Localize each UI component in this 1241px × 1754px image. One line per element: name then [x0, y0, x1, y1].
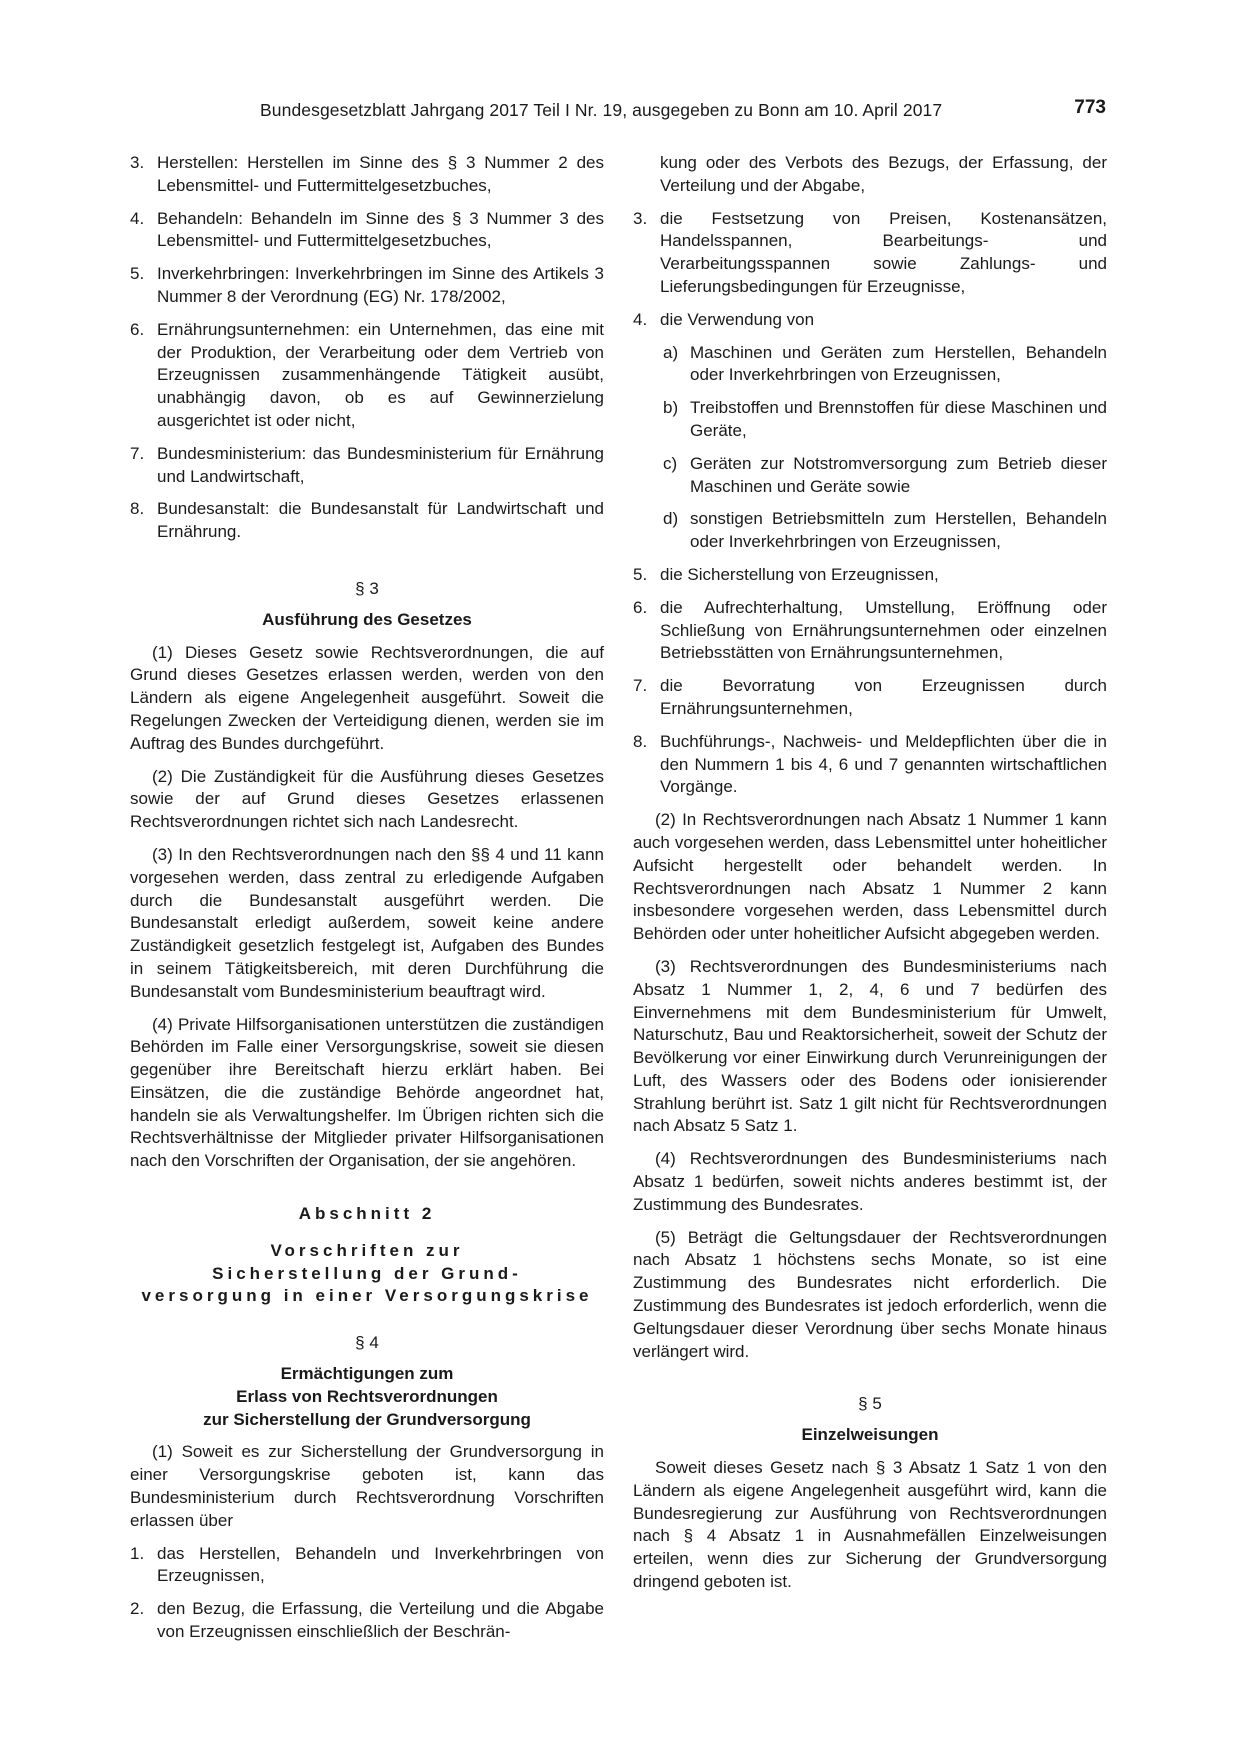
item-text: die Bevorratung von Erzeugnissen durch Ernährungsunternehmen, — [660, 676, 1107, 718]
page-header — [130, 97, 1110, 128]
continued-item-text: kung oder des Verbots des Bezugs, der Erfassung, der Verteilung und der Abgabe, — [660, 153, 1107, 195]
list-item — [130, 498, 604, 544]
item-text: Buchführungs-, Nachweis- und Meldepflichten über die in den Nummern 1 bis 4, 6 und 7 genannten wirtschaftlichen Vorgänge. — [660, 731, 1107, 797]
right-column — [633, 152, 1107, 1604]
paragraph: (3) Rechtsverordnungen des Bundesministeriums nach Absatz 1 Nummer 1, 2, 4, 6 und 7 bedürfen des Einvernehmens mit dem Bundesministerium für Umwelt, Naturschutz, Bau und Reaktorsicherheit, soweit der Schutz der Bevölkerung vor einer Einwirkung durch Verunreinigungen der Luft, des Wassers oder des Bodens oder ionisierender Strahlung berührt ist. Satz 1 gilt nicht für Rechtsverordnungen nach Absatz 5 Satz 1. — [633, 956, 1107, 1136]
item-text: Bundesministerium: das Bundesministerium für Ernährung und Landwirtschaft, — [157, 443, 604, 486]
section-heading-3: Ausführung des Gesetzes — [262, 609, 472, 629]
list-item — [633, 675, 1107, 721]
item-text: Inverkehrbringen: Inverkehrbringen im Sinne des Artikels 3 Nummer 8 der Verordnung (EG) Nr. 178/2002, — [157, 264, 604, 306]
item-text: Bundesanstalt: die Bundesanstalt für Landwirtschaft und Ernährung. — [157, 499, 604, 542]
paragraph: (4) Private Hilfsorganisationen unterstützen die zuständigen Behörden im Falle einer Versorgungskrise, soweit sie diesen gegenüber ihre Bereitschaft hierzu erklärt haben. Bei Einsätzen, die die zuständige Behörde angeordnet hat, handeln sie als Verwaltungshelfer. Im Übrigen richten sich die Rechtsverhältnisse der Mitglieder privater Hilfsorganisationen nach den Vorschriften der Organisation, der sie angehören. — [130, 1014, 604, 1171]
subitem-text: sonstigen Betriebsmitteln zum Herstellen, Behandeln oder Inverkehrbringen von Erzeugnissen, — [690, 509, 1107, 552]
item-number: 7. — [633, 676, 648, 696]
item-text: Herstellen: Herstellen im Sinne des § 3 Nummer 2 des Lebensmittel- und Futtermittelgesetzbuches, — [157, 153, 604, 195]
item-text: die Aufrechterhaltung, Umstellung, Eröffnung oder Schließung von Ernährungsunternehmen oder einzelnen Betriebsstätten von Ernährungsunternehmen, — [660, 597, 1107, 663]
item-number: 8. — [633, 731, 648, 751]
item-number: 1. — [130, 1543, 145, 1563]
list-item — [633, 309, 1107, 332]
list-item — [130, 319, 604, 433]
item-text: die Sicherstellung von Erzeugnissen, — [660, 564, 939, 584]
item-text: die Verwendung von — [660, 309, 815, 329]
heading-line: Erlass von Rechtsverordnungen — [236, 1386, 498, 1406]
item-text: Behandeln: Behandeln im Sinne des § 3 Nummer 3 des Lebensmittel- und Futtermittelgesetzbuches, — [157, 208, 604, 251]
chapter-title-line: Vorschriften zur — [270, 1240, 464, 1260]
chapter-label: Abschnitt 2 — [298, 1204, 436, 1224]
chapter-title — [130, 1240, 604, 1308]
chapter-title-line: Sicherstellung der Grund- — [212, 1263, 522, 1283]
item-text: die Festsetzung von Preisen, Kostenansätzen, Handelsspannen, Bearbeitungs- und Verarbeitungsspannen sowie Zahlungs- und Lieferungsbedingungen für Erzeugnisse, — [660, 208, 1107, 296]
section-number-4: § 4 — [355, 1333, 379, 1353]
section-heading-5: Einzelweisungen — [801, 1425, 939, 1445]
item-number: 4. — [130, 208, 145, 228]
item-number: 5. — [633, 564, 648, 584]
paragraph: (5) Beträgt die Geltungsdauer der Rechtsverordnungen nach Absatz 1 höchstens sechs Monate, so ist eine Zustimmung des Bundesrates nicht erforderlich. Die Zustimmung des Bundesrates ist jedoch erforderlich, wenn die Geltungsdauer dieser Verordnung über sechs Monate hinaus verlängert wird. — [633, 1227, 1107, 1361]
list-item — [130, 1543, 604, 1589]
header-text: Bundesgesetzblatt Jahrgang 2017 Teil I Nr. 19, ausgegeben zu Bonn am 10. April 2017 — [260, 100, 943, 120]
paragraph: (1) Dieses Gesetz sowie Rechtsverordnungen, die auf Grund dieses Gesetzes erlassen werden, werden von den Ländern als eigene Angelegenheit ausgeführt. Soweit die Regelungen Zwecken der Verteidigung dienen, werden sie im Auftrag des Bundes durchgeführt. — [130, 642, 604, 753]
subitem-letter: d) — [663, 509, 679, 529]
item-text: den Bezug, die Erfassung, die Verteilung und die Abgabe von Erzeugnissen einschließlich der Beschrän- — [157, 1599, 604, 1642]
subitem-letter: c) — [663, 453, 678, 473]
paragraph: (3) In den Rechtsverordnungen nach den §§ 4 und 11 kann vorgesehen werden, dass zentral zu erledigende Aufgaben durch die Bundesanstalt ausgeführt werden. Die Bundesanstalt erledigt außerdem, soweit keine andere Zuständigkeit gesetzlich festgelegt ist, Aufgaben des Bundes in seinem Tätigkeitsbereich, mit deren Durchführung die Bundesanstalt vom Bundesministerium beauftragt wird. — [130, 844, 604, 1001]
paragraph: (4) Rechtsverordnungen des Bundesministeriums nach Absatz 1 bedürfen, soweit nichts anderes bestimmt ist, der Zustimmung des Bundesrates. — [633, 1149, 1107, 1214]
list-item — [633, 564, 1107, 587]
left-column — [130, 152, 604, 1654]
paragraph: (1) Soweit es zur Sicherstellung der Grundversorgung in einer Versorgungskrise geboten ist, kann das Bundesministerium durch Rechtsverordnung Vorschriften erlassen über — [130, 1442, 604, 1530]
page-number: 773 — [1074, 97, 1106, 118]
sub-list-item — [663, 342, 1107, 388]
heading-line: Ermächtigungen zum — [280, 1364, 454, 1384]
item-number: 5. — [130, 264, 145, 284]
chapter-title-line: versorgung in einer Versorgungskrise — [141, 1286, 593, 1306]
item-text: Ernährungsunternehmen: ein Unternehmen, das eine mit der Produktion, der Verarbeitung oder dem Vertrieb von Erzeugnissen zusammenhängende Tätigkeit ausübt, unabhängig davon, ob es auf Gewinnerzielung ausgerichtet ist oder nicht, — [157, 319, 604, 430]
item-number: 6. — [633, 597, 648, 617]
subitem-letter: a) — [663, 342, 679, 362]
subitem-text: Geräten zur Notstromversorgung zum Betrieb dieser Maschinen und Geräte sowie — [690, 453, 1107, 496]
item-number: 8. — [130, 499, 145, 519]
list-item — [130, 152, 604, 198]
sub-list-item — [663, 508, 1107, 554]
item-number: 3. — [633, 208, 648, 228]
list-item — [130, 1598, 604, 1644]
list-item — [633, 597, 1107, 665]
item-number: 4. — [633, 309, 648, 329]
sub-list-item — [663, 397, 1107, 443]
heading-line: zur Sicherstellung der Grundversorgung — [203, 1409, 531, 1429]
list-item — [633, 731, 1107, 799]
list-item — [633, 208, 1107, 299]
section-number-5: § 5 — [858, 1394, 882, 1414]
section-heading-4 — [130, 1363, 604, 1431]
paragraph: (2) In Rechtsverordnungen nach Absatz 1 Nummer 1 kann auch vorgesehen werden, dass Lebensmittel unter hoheitlicher Aufsicht hergestellt oder behandelt werden. In Rechtsverordnungen nach Absatz 1 Nummer 2 kann insbesondere vorgesehen werden, dass Lebensmittel durch Behörden oder unter hoheitlicher Aufsicht abgegeben werden. — [633, 810, 1107, 944]
item-number: 2. — [130, 1599, 145, 1619]
item-number: 3. — [130, 153, 145, 172]
subitem-text: Maschinen und Geräten zum Herstellen, Behandeln oder Inverkehrbringen von Erzeugnissen, — [690, 342, 1107, 385]
list-item — [130, 263, 604, 309]
list-item — [130, 208, 604, 254]
item-number: 6. — [130, 319, 145, 339]
section-number-3: § 3 — [355, 578, 379, 598]
paragraph: Soweit dieses Gesetz nach § 3 Absatz 1 Satz 1 von den Ländern als eigene Angelegenheit ausgeführt wird, kann die Bundesregierung zur Ausführung von Rechtsverordnungen nach § 4 Absatz 1 in Ausnahmefällen Einzelweisungen erteilen, wenn dies zur Sicherung der Grundversorgung dringend geboten ist. — [633, 1458, 1107, 1592]
item-text: das Herstellen, Behandeln und Inverkehrbringen von Erzeugnissen, — [157, 1543, 604, 1586]
subitem-letter: b) — [663, 398, 679, 418]
paragraph: (2) Die Zuständigkeit für die Ausführung dieses Gesetzes sowie der auf Grund dieses Gesetzes erlassenen Rechtsverordnungen richtet sich nach Landesrecht. — [130, 766, 604, 832]
sub-list-item — [663, 453, 1107, 499]
item-number: 7. — [130, 443, 145, 463]
list-item — [130, 443, 604, 489]
subitem-text: Treibstoffen und Brennstoffen für diese Maschinen und Geräte, — [690, 398, 1107, 440]
